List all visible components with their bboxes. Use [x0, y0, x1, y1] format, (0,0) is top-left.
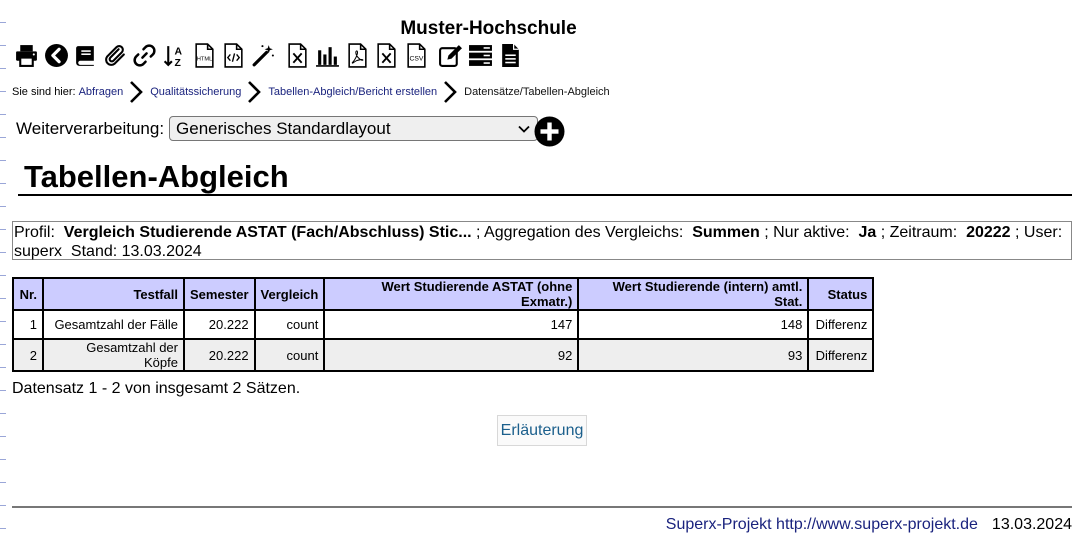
col-wert-intern[interactable]: Wert Studierende (intern) amtl. Stat. [578, 278, 808, 310]
cell-wert-intern: 93 [578, 339, 808, 371]
document-icon[interactable] [497, 41, 524, 69]
cell-semester: 20.222 [184, 310, 255, 339]
stand-date: Stand: 13.03.2024 [70, 243, 202, 260]
sort-az-icon[interactable] [161, 41, 188, 69]
toolbar [13, 40, 526, 70]
chevron-right-icon [439, 79, 461, 105]
svg-text:CSV: CSV [409, 55, 424, 63]
code-export-icon[interactable] [220, 41, 247, 69]
html-export-icon[interactable] [191, 41, 218, 69]
add-circle-icon[interactable] [534, 116, 565, 147]
book-icon[interactable] [72, 41, 99, 69]
svg-text:Z: Z [174, 57, 181, 68]
weiterverarbeitung-label: Weiterverarbeitung: [16, 118, 165, 138]
user-label: ; User: [1015, 224, 1063, 241]
breadcrumb-prefix: Sie sind hier: [12, 86, 76, 98]
cell-nr: 2 [13, 339, 43, 371]
magic-wand-icon[interactable] [250, 41, 277, 69]
excel-xml-export-icon[interactable] [373, 41, 400, 69]
site-title: Muster-Hochschule [400, 18, 577, 39]
profile-info-box [12, 221, 1072, 260]
table-row [13, 310, 873, 339]
breadcrumb [12, 78, 610, 106]
profil-label: Profil: [14, 224, 55, 241]
cell-vergleich: count [255, 310, 325, 339]
cell-wert-astat: 147 [324, 310, 578, 339]
footer-date: 13.03.2024 [991, 516, 1072, 533]
profil-value: Vergleich Studierende ASTAT (Fach/Abschluss) Stic... [63, 224, 472, 241]
cell-nr: 1 [13, 310, 43, 339]
bar-chart-icon[interactable] [314, 41, 341, 69]
aktive-label: ; Nur aktive: [764, 224, 850, 241]
zeitraum-label: ; Zeitraum: [880, 224, 958, 241]
cell-wert-intern: 148 [578, 310, 808, 339]
col-testfall[interactable]: Testfall [43, 278, 184, 310]
pdf-export-icon[interactable] [344, 41, 371, 69]
page-title: Tabellen-Abgleich [18, 158, 1072, 196]
breadcrumb-current: Datensätze/Tabellen-Abgleich [464, 86, 610, 98]
cell-status: Differenz [808, 339, 873, 371]
cell-semester: 20.222 [184, 339, 255, 371]
aggregation-value: Summen [692, 224, 760, 241]
server-list-icon[interactable] [467, 41, 494, 69]
table-row [13, 339, 873, 371]
weiterverarbeitung-row [16, 116, 538, 141]
layout-select[interactable] [169, 116, 538, 141]
cell-wert-astat: 92 [324, 339, 578, 371]
footer-divider [12, 506, 1072, 508]
col-nr[interactable]: Nr. [13, 278, 43, 310]
col-status[interactable]: Status [808, 278, 873, 310]
chevron-right-icon [125, 79, 147, 105]
svg-text:A: A [174, 45, 182, 57]
col-vergleich[interactable]: Vergleich [255, 278, 325, 310]
paperclip-icon[interactable] [102, 41, 129, 69]
edit-icon[interactable] [437, 41, 464, 69]
breadcrumb-link-tabellen-abgleich[interactable]: Tabellen-Abgleich/Bericht erstellen [268, 86, 438, 98]
back-icon[interactable] [43, 41, 70, 69]
col-wert-astat[interactable]: Wert Studierende ASTAT (ohne Exmatr.) [324, 278, 578, 310]
erlaeuterung-button[interactable]: Erläuterung [497, 415, 587, 446]
cell-testfall: Gesamtzahl der Fälle [43, 310, 184, 339]
results-table [12, 277, 874, 372]
breadcrumb-link-qualitaetssicherung[interactable]: Qualitätssicherung [150, 86, 242, 98]
layout-select-value: Generisches Standardlayout [176, 118, 391, 138]
csv-export-icon[interactable] [403, 41, 430, 69]
chevron-down-icon [517, 122, 531, 136]
aggregation-label: ; Aggregation des Vergleichs: [476, 224, 684, 241]
excel-export-icon[interactable] [284, 41, 311, 69]
cell-vergleich: count [255, 339, 325, 371]
svg-text:HTML: HTML [196, 56, 212, 63]
cell-testfall: Gesamtzahl der Köpfe [43, 339, 184, 371]
cell-status: Differenz [808, 310, 873, 339]
zeitraum-value: 20222 [966, 224, 1011, 241]
link-icon[interactable] [131, 41, 158, 69]
left-margin-ticks [0, 0, 6, 545]
footer-project-link[interactable]: Superx-Projekt http://www.superx-projekt.de [665, 516, 978, 533]
record-count: Datensatz 1 - 2 von insgesamt 2 Sätzen. [12, 380, 301, 397]
chevron-right-icon [243, 79, 265, 105]
print-icon[interactable] [13, 41, 40, 69]
aktive-value: Ja [858, 224, 877, 241]
table-header-row [13, 278, 873, 310]
breadcrumb-link-abfragen[interactable]: Abfragen [78, 86, 124, 98]
footer [666, 516, 1072, 534]
user-value: superx [14, 243, 63, 260]
col-semester[interactable]: Semester [184, 278, 255, 310]
